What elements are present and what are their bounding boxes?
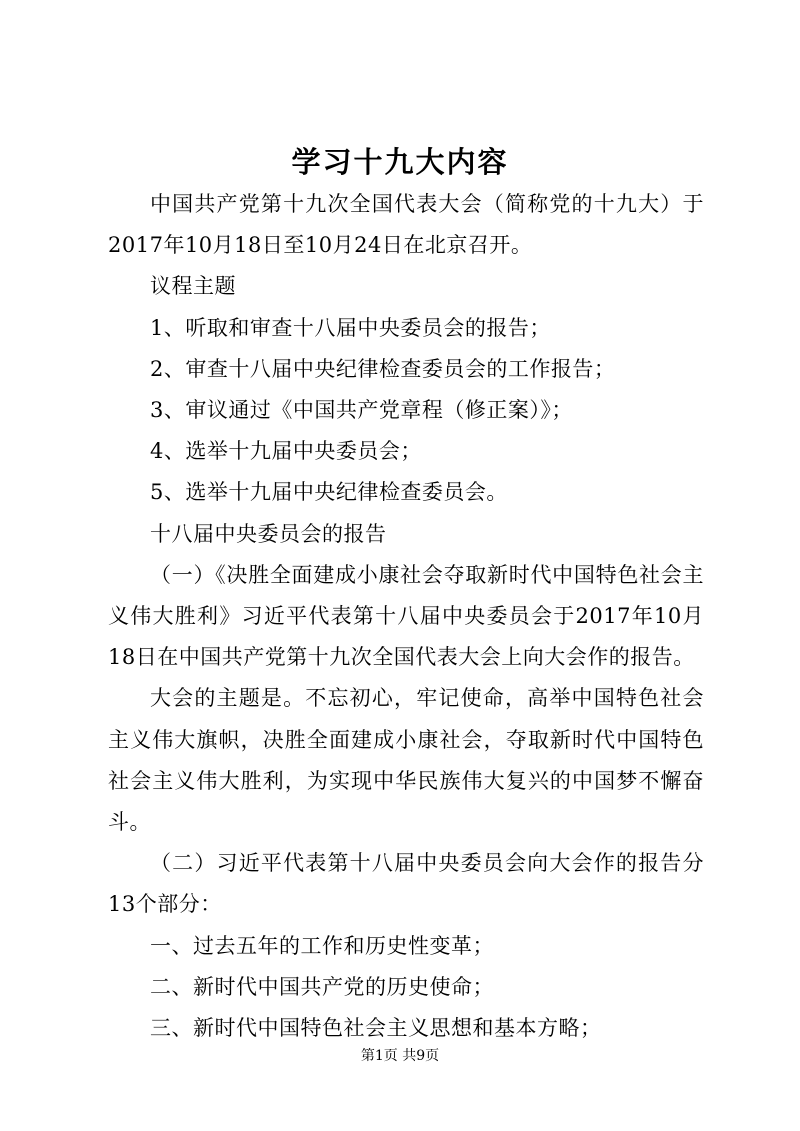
paragraph-theme: 大会的主题是。不忘初心，牢记使命，高举中国特色社会主义伟大旗帜，决胜全面建成小康社会，夺取新时代中国特色社会主义伟大胜利，为实现中华民族伟大复兴的中国梦不懈奋斗。 xyxy=(108,686,704,835)
report-part-2: 二、新时代中国共产党的历史使命； xyxy=(150,974,494,999)
report-part-3: 三、新时代中国特色社会主义思想和基本方略； xyxy=(150,1016,602,1041)
paragraph-report-1: （一）《决胜全面建成小康社会夺取新时代中国特色社会主义伟大胜利》习近平代表第十八届中央委员会于2017年10月18日在中国共产党第十九次全国代表大会上向大会作的报告。 xyxy=(108,562,704,670)
report-part-1: 一、过去五年的工作和历史性变革； xyxy=(150,933,494,958)
document-title: 学习十九大内容 xyxy=(291,145,509,179)
page-footer: 第1页 共9页 xyxy=(360,1048,440,1064)
agenda-item-5: 5、选举十九届中央纪律检查委员会。 xyxy=(150,480,508,505)
section-heading-agenda: 议程主题 xyxy=(150,274,236,299)
agenda-item-4: 4、选举十九届中央委员会； xyxy=(150,439,422,464)
section-heading-report: 十八届中央委员会的报告 xyxy=(150,521,387,546)
document-body xyxy=(108,184,704,1049)
agenda-item-3: 3、审议通过《中国共产党章程（修正案）》； xyxy=(150,398,573,423)
paragraph-intro: 中国共产党第十九次全国代表大会（简称党的十九大）于2017年10月18日至10月24日在北京召开。 xyxy=(108,192,704,258)
agenda-item-2: 2、审查十八届中央纪律检查委员会的工作报告； xyxy=(150,356,616,381)
paragraph-report-2: （二）习近平代表第十八届中央委员会向大会作的报告分13个部分： xyxy=(108,851,704,917)
agenda-item-1: 1、听取和审查十八届中央委员会的报告； xyxy=(150,315,551,340)
